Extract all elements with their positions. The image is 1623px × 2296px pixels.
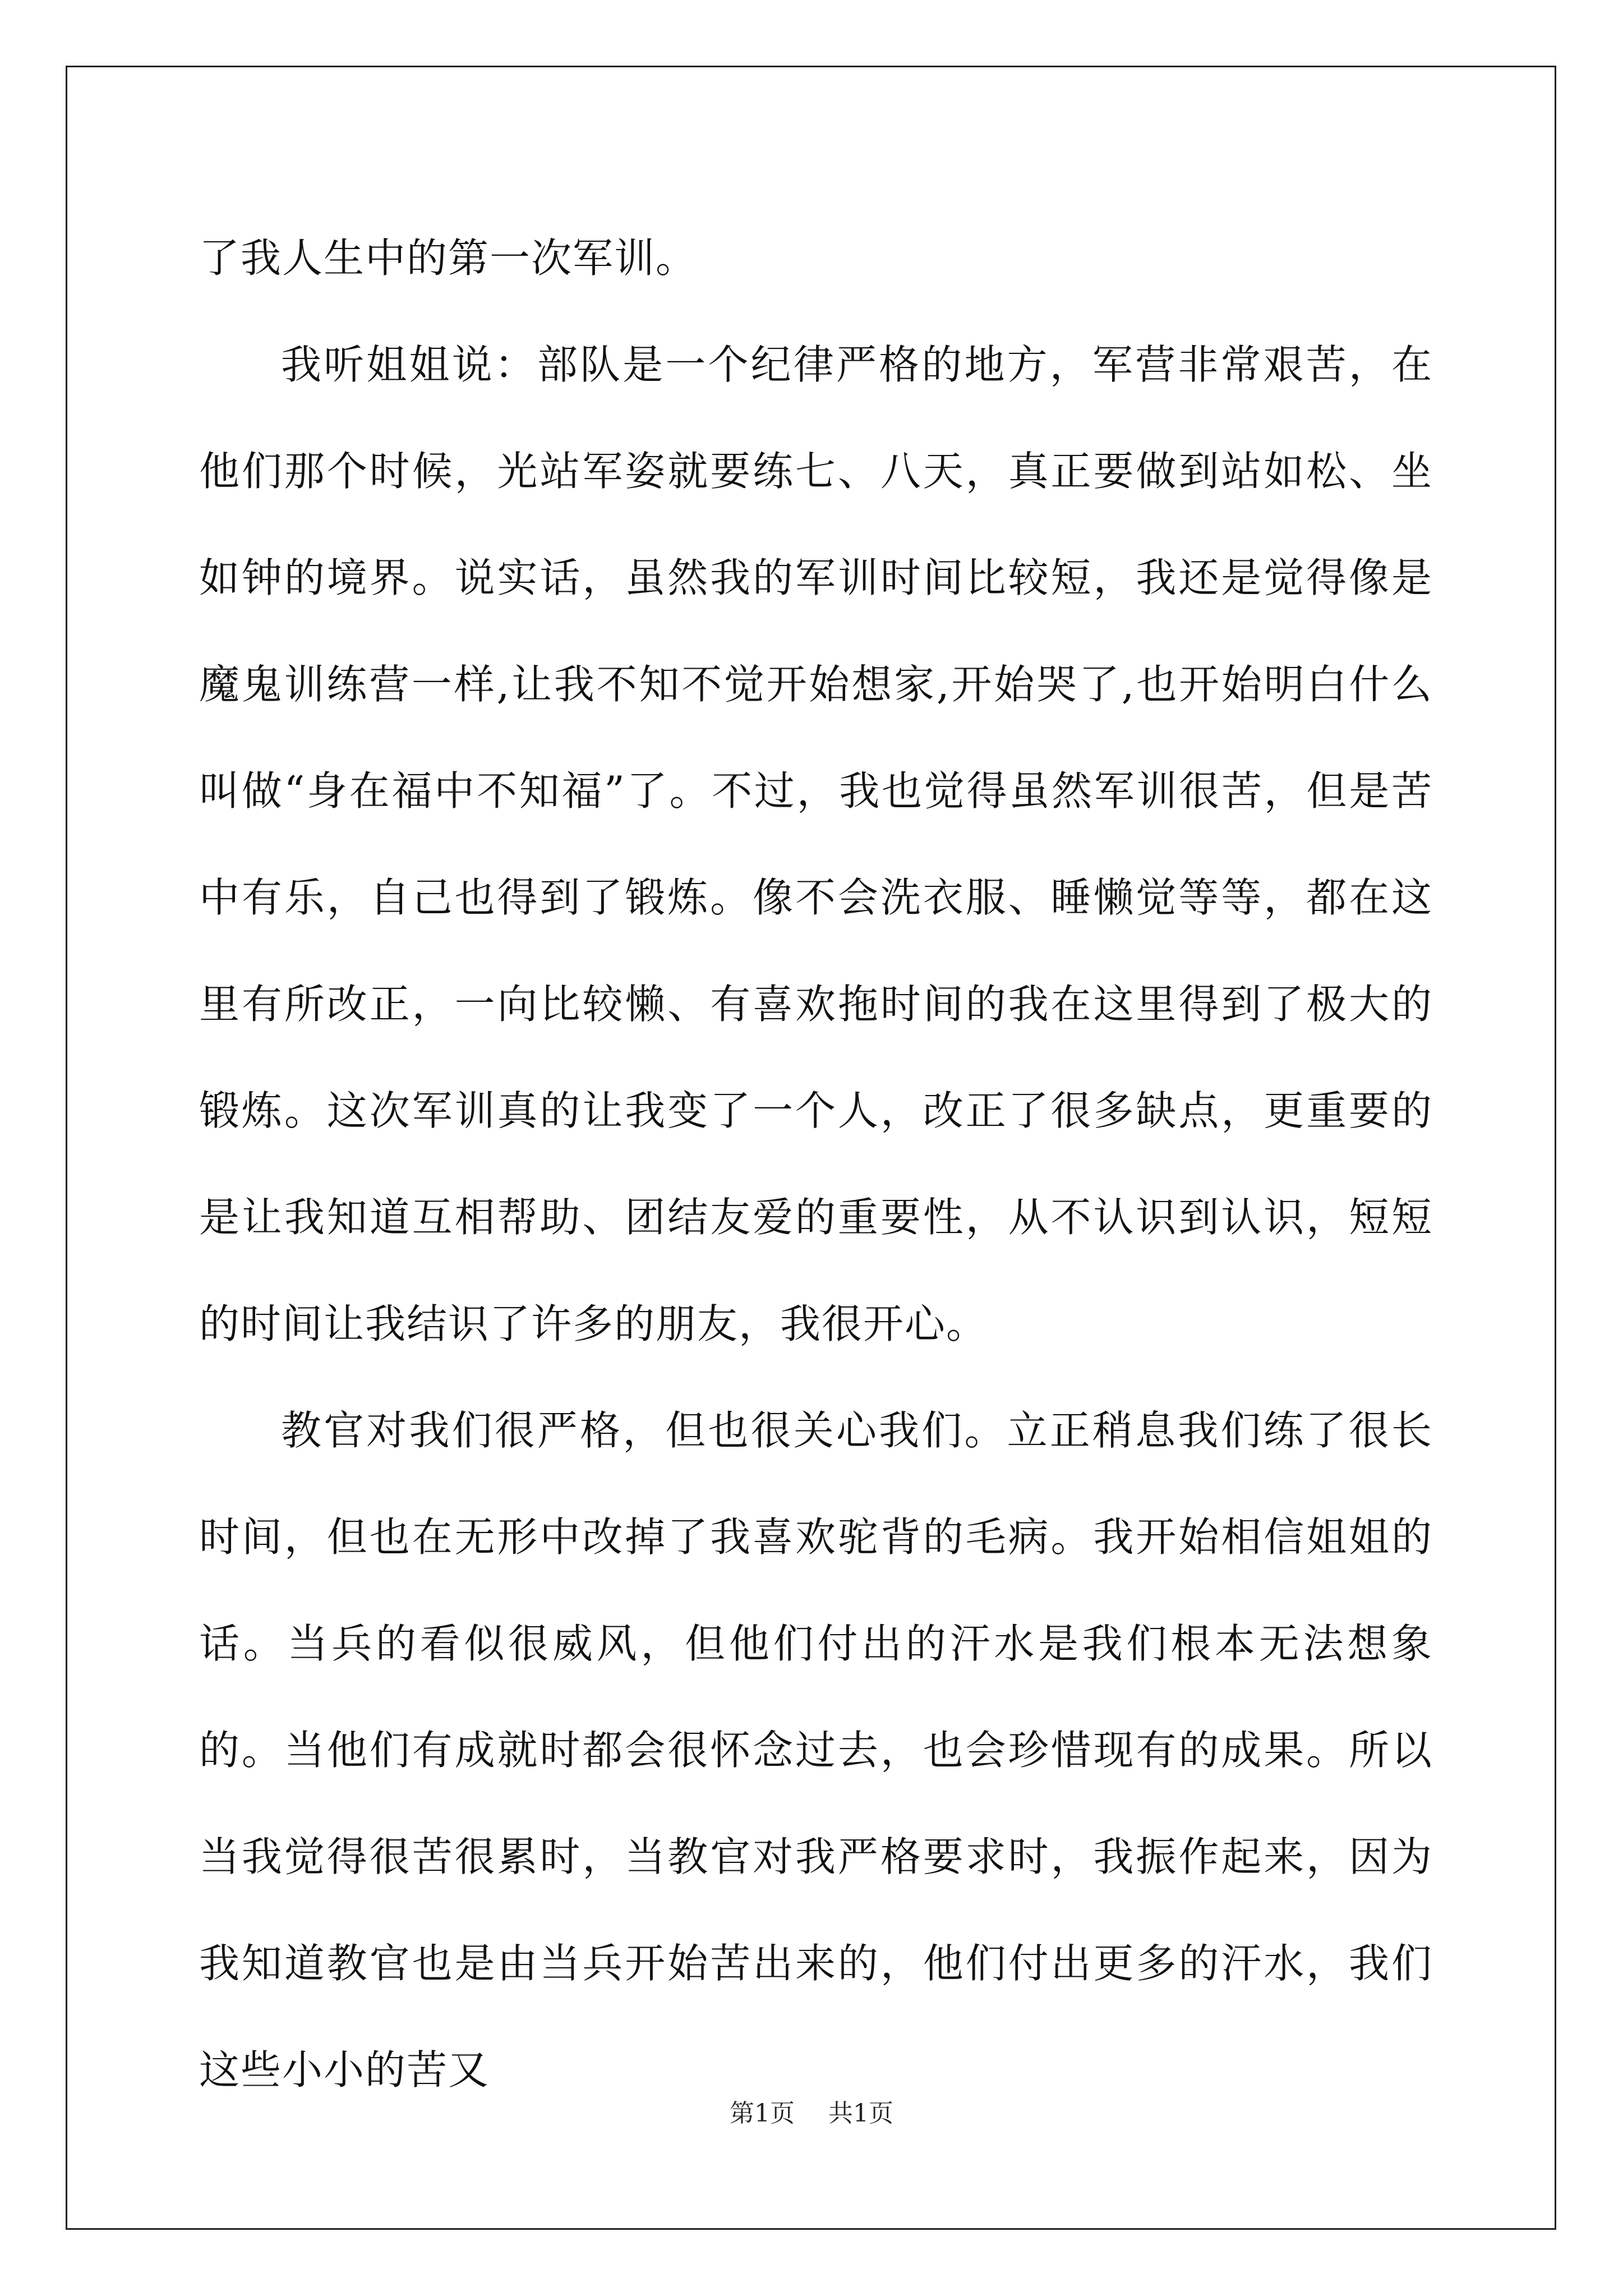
page-total: 共1页 [828,2099,893,2128]
paragraph: 我听姐姐说：部队是一个纪律严格的地方，军营非常艰苦，在他们那个时候，光站军姿就要练七、八天，真正要做到站如松、坐如钟的境界。说实话，虽然我的军训时间比较短，我还是觉得像是魔鬼训练营一样,让我不知不觉开始想家,开始哭了,也开始明白什么叫做“身在福中不知福”了。不过，我也觉得虽然军训很苦，但是苦中有乐，自己也得到了锻炼。像不会洗衣服、睡懒觉等等，都在这里有所改正，一向比较懒、有喜欢拖时间的我在这里得到了极大的锻炼。这次军训真的让我变了一个人，改正了很多缺点，更重要的是让我知道互相帮助、团结友爱的重要性，从不认识到认识，短短的时间让我结识了许多的朋友，我很开心。 [199,341,1433,1347]
page-number: 第1页 [730,2099,795,2128]
paragraph: 教官对我们很严格，但也很关心我们。立正稍息我们练了很长时间，但也在无形中改掉了我喜欢驼背的毛病。我开始相信姐姐的话。当兵的看似很威风，但他们付出的汗水是我们根本无法想象的。当他们有成就时都会很怀念过去，也会珍惜现有的成果。所以当我觉得很苦很累时，当教官对我严格要求时，我振作起来，因为我知道教官也是由当兵开始苦出来的，他们付出更多的汗水，我们这些小小的苦又 [199,1407,1433,2093]
page-footer [0,2097,1623,2131]
paragraph-continuation: 了我人生中的第一次军训。 [199,234,698,282]
document-body [199,205,1433,2123]
